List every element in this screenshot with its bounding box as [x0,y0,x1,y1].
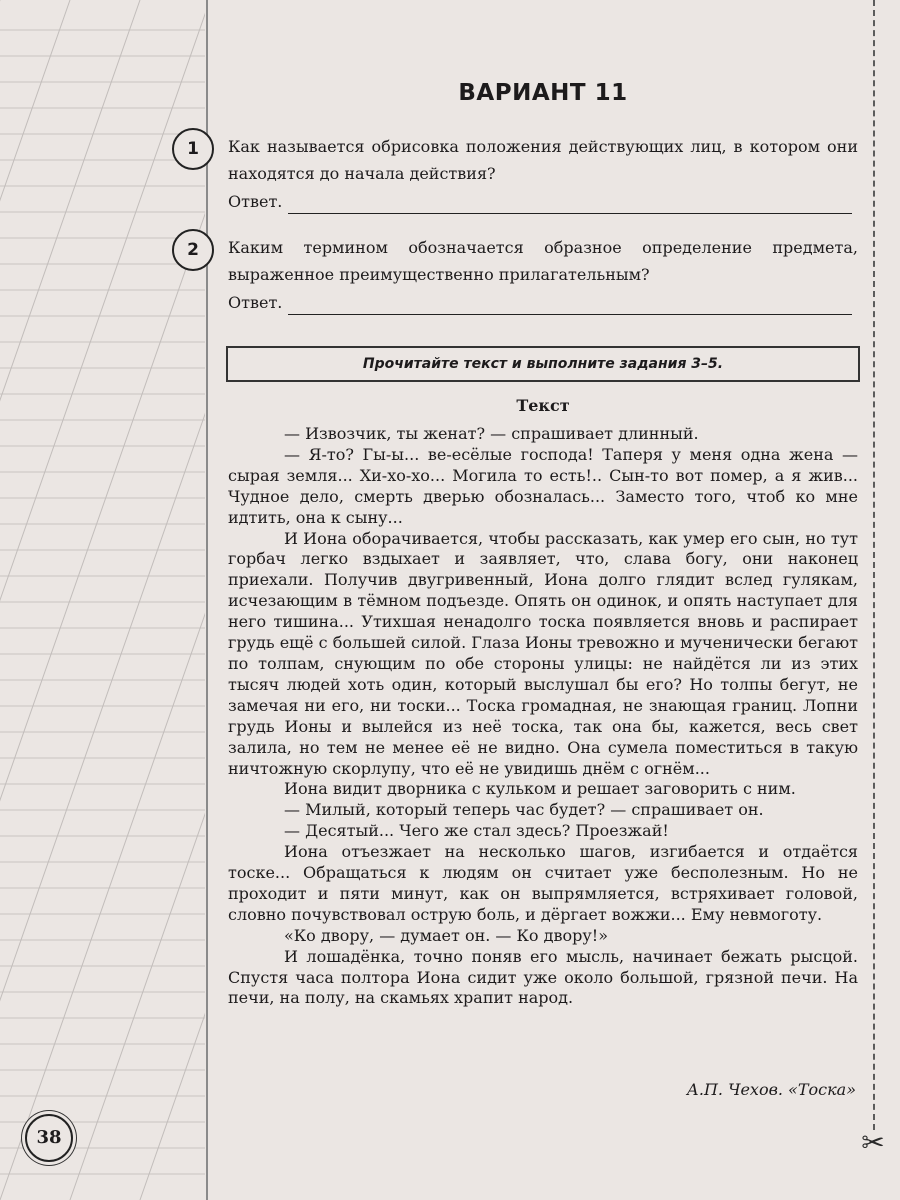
answer-field-2[interactable] [228,291,852,315]
text-heading: Текст [516,396,570,415]
question-number-2: 2 [172,229,214,271]
answer-line-2[interactable] [288,295,852,315]
passage-paragraph: — Извозчик, ты женат? — спрашивает длинный. [284,424,699,443]
margin-ruling [0,0,205,1200]
answer-label-1: Ответ. [228,192,283,211]
question-number-1: 1 [172,128,214,170]
page-title: ВАРИАНТ 11 [458,80,628,106]
question-text-1: Как называется обрисовка положения действующих лиц, в котором они находятся до начала действия? [228,137,858,183]
reading-passage [228,424,858,1009]
page-number: 38 [25,1114,73,1162]
author-attribution: А.П. Чехов. «Тоска» [686,1080,856,1099]
instruction-box: Прочитайте текст и выполните задания 3–5. [226,346,860,382]
cut-line [873,0,875,1130]
passage-paragraph: — Я-то? Гы-ы... ве-есёлые господа! Таперя у меня одна жена — сырая земля... Хи-хо-хо... Могила то есть!.. Сын-то вот помер, а я жив... Чудное дело, смерть дверью обозналась... Заместо того, чтоб ко мне идтить, она к сыну... [228,444,858,527]
passage-paragraph: — Десятый... Чего же стал здесь? Проезжай! [284,821,669,841]
scissors-icon: ✂ [861,1126,885,1159]
passage-paragraph: Иона отъезжает на несколько шагов, изгибается и отдаётся тоске... Обращаться к людям он считает уже бесполезным. Но не проходит и пяти минут, как он выпрямляется, встряхивает головой, словно почувствовал острую боль, и дёргает вожжи... Ему невмоготу. [228,842,858,924]
passage-paragraph: «Ко двору, — думает он. — Ко двору!» [284,925,608,945]
answer-field-1[interactable] [228,190,852,214]
passage-paragraph: — Милый, который теперь час будет? — спрашивает он. [284,800,764,820]
passage-paragraph: Иона видит дворника с кульком и решает заговорить с ним. [284,779,796,799]
passage-paragraph: И лошадёнка, точно поняв его мысль, начинает бежать рысцой. Спустя часа полтора Иона сидит уже около большой, грязной печи. На печи, на полу, на скамьях храпит народ. [228,946,858,1008]
passage-paragraph: И Иона оборачивается, чтобы рассказать, как умер его сын, но тут горбач легко вздыхает и заявляет, что, слава богу, они наконец приехали. Получив двугривенный, Иона долго глядит вслед гулякам, исчезающим в тёмном подъезде. Опять он одинок, и опять наступает для него тишина... Утихшая ненадолго тоска появляется вновь и распирает грудь ещё с большей силой. Глаза Ионы тревожно и мученически бегают по толпам, снующим по обе стороны улицы: не найдётся ли из этих тысяч людей хоть один, который выслушал бы его? Но толпы бегут, не замечая ни его, ни тоски... Тоска громадная, не знающая границ. Лопни грудь Ионы и вылейся из неё тоска, так она бы, кажется, весь свет залила, но тем не менее её не видно. Она сумела поместиться в такую ничтожную скорлупу, что её не увидишь днём с огнём... [228,528,858,778]
margin-rule [206,0,208,1200]
answer-line-1[interactable] [288,194,852,214]
question-text-2: Каким термином обозначается образное определение предмета, выраженное преимущественно прилагательным? [228,238,858,284]
answer-label-2: Ответ. [228,293,283,312]
